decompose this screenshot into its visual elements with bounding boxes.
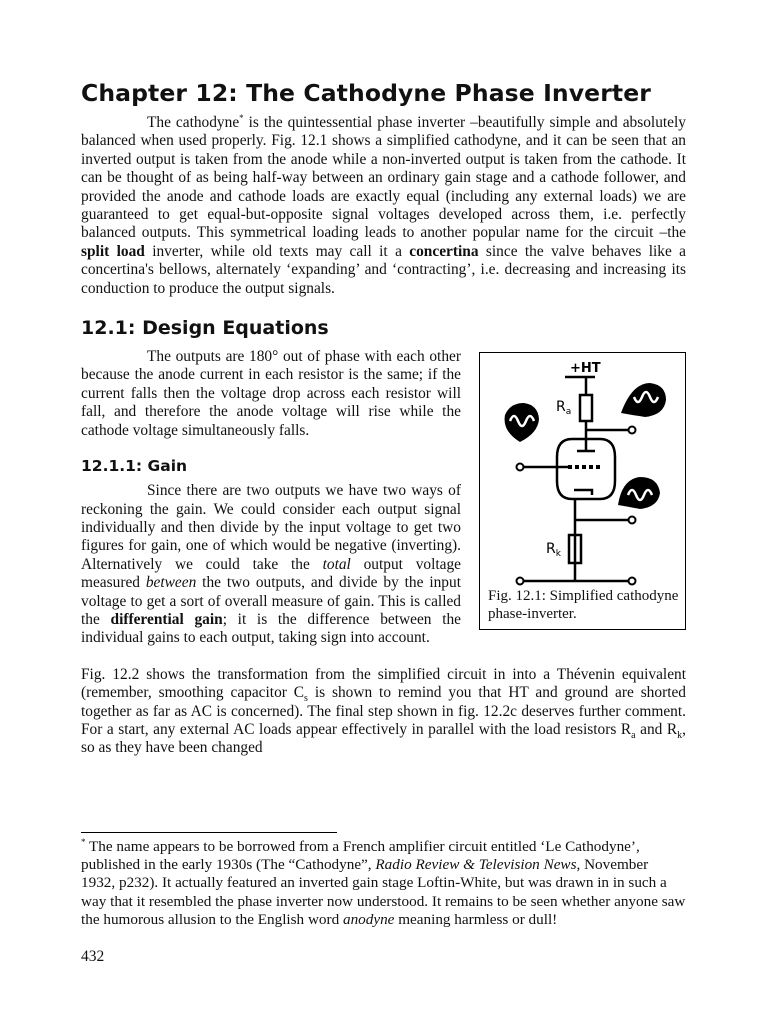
figure-caption: Fig. 12.1: Simplified cathodyne phase-inverter. — [488, 588, 679, 623]
footnote-marker[interactable]: * — [239, 112, 244, 123]
section-paragraph: The outputs are 180° out of phase with each other because the anode current in each resistor is the same; if the current falls then the voltage drop across each resistor will fall, and therefore the anode voltage will rise while the cathode voltage simultaneously falls. — [81, 348, 461, 439]
sine-signal-icon — [505, 403, 539, 442]
page-content — [81, 78, 686, 758]
section-heading: 12.1: Design Equations — [81, 317, 329, 340]
ra-label: $R_a$ — [556, 399, 572, 418]
thevenin-paragraph: Fig. 12.2 shows the transformation from the simplified circuit in into a Thévenin equivalent (remember, smoothing capacitor $C_s$ is shown to remind you that HT and ground are shorted together as far as AC is concerned). The final step shown in fig. 12.2c deserves further comment. For a start, any external AC loads appear effectively in parallel with the load resistors $R_a$ and $R_k$, so as they have been changed — [81, 665, 686, 757]
gain-paragraph: Since there are two outputs we have two ways of reckoning the gain. We could consider each output signal individually and then divide by the input voltage to get two figures for gain, one of which would be negative (inverting). Alternatively we could take the total output voltage measured between the two outputs, and divide by the input voltage to get a sort of overall measure of gain. This is called the differential gain; it is the difference between the individual gains to each output, taking sign into account. — [81, 482, 461, 647]
figure-12-1 — [479, 352, 686, 630]
subsection-heading: 12.1.1: Gain — [81, 457, 188, 476]
ht-label: +HT — [570, 361, 601, 377]
page-number: 432 — [81, 948, 105, 965]
footnote-text: * The name appears to be borrowed from a French amplifier circuit entitled ‘Le Cathodyne’, published in the early 1930s (The “Cathodyne”, Radio Review & Television News, November 1932, p232). It actually featured an inverted gain stage Loftin-White, but was drawn in in such a way that it resembled the phase inverter now understood. It remains to be seen whether anyone saw the humorous allusion to the English word anodyne meaning harmless or dull! — [81, 836, 686, 928]
chapter-title: Chapter 12: The Cathodyne Phase Inverter — [81, 79, 651, 107]
footnote-divider — [81, 832, 337, 833]
inverted-signal-icon — [621, 383, 666, 417]
rk-label: $R_k$ — [546, 541, 561, 560]
cathode-signal-icon — [618, 477, 660, 509]
footnote — [81, 838, 686, 929]
intro-paragraph: The cathodyne* is the quintessential phase inverter –beautifully simple and absolutely balanced when used properly. Fig. 12.1 shows a simplified cathodyne, and it can be seen that an inverted output is taken from the anode while a non-inverted output is taken from the cathode. It can be thought of as being half-way between an ordinary gain stage and a cathode follower, and provided the anode and cathode loads are exactly equal (including any external loads) we are guaranteed to get equal-but-opposite signal voltages developed across them, i.e. perfectly balanced outputs. This symmetrical loading leads to another popular name for the circuit –the split load inverter, while old texts may call it a concertina since the valve behaves like a concertina's bellows, alternately ‘expanding’ and ‘contracting’, i.e. decreasing and increasing its conduction to produce the output signals. — [81, 112, 686, 297]
